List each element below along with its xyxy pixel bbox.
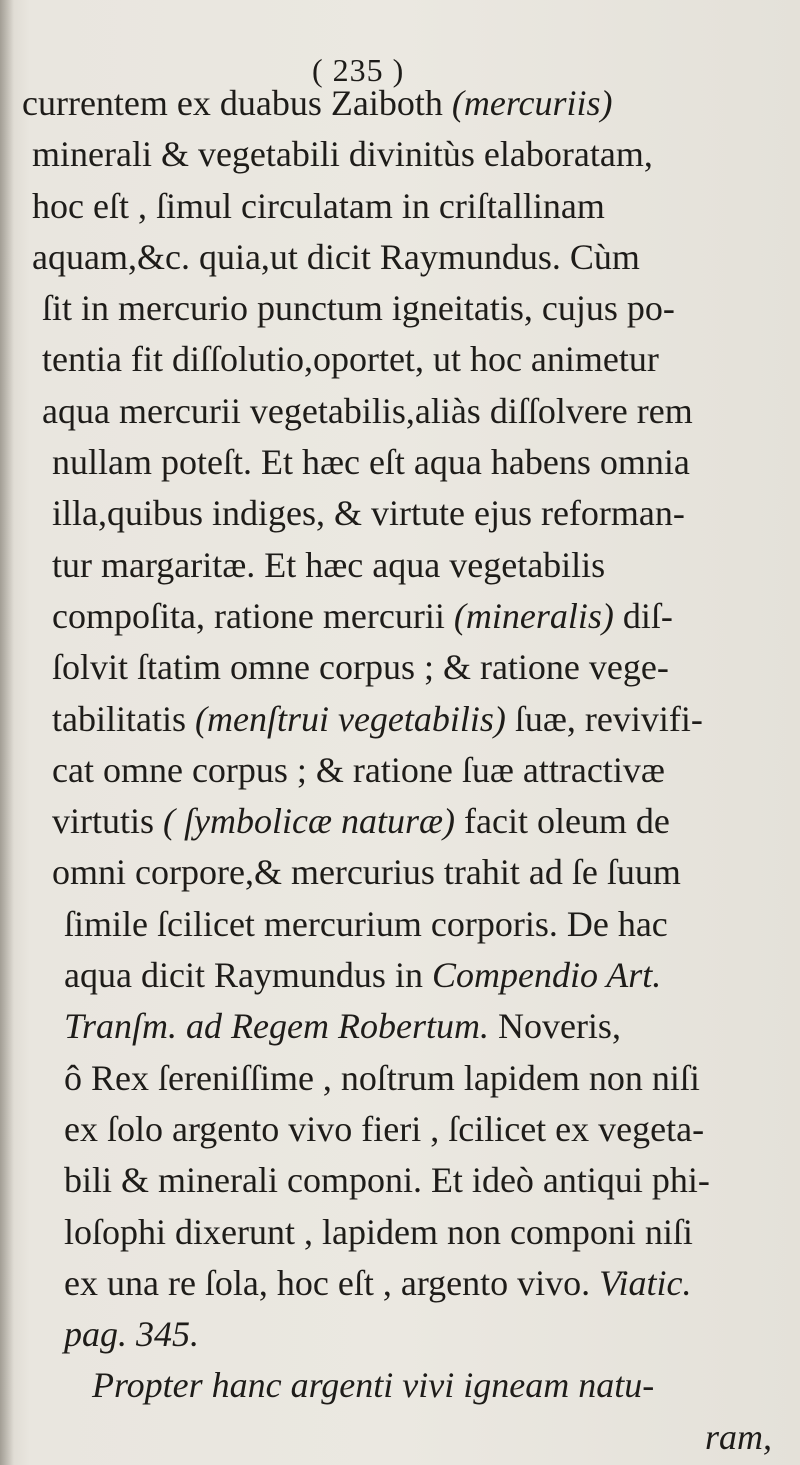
text-segment: loſophi dixerunt , lapidem non componi niſi [64, 1211, 693, 1252]
text-line [22, 386, 792, 437]
body-text [22, 78, 792, 1463]
text-line [22, 694, 792, 745]
text-segment: cat omne corpus ; & ratione ſuæ attractivæ [52, 749, 665, 790]
italic-segment: (mercuriis) [451, 83, 613, 123]
text-line [22, 745, 792, 796]
text-line [22, 232, 792, 283]
text-segment: bili & minerali componi. Et ideò antiqui phi- [64, 1160, 710, 1201]
text-segment: ſimile ſcilicet mercurium corporis. De hac [64, 903, 668, 944]
text-line [22, 1207, 792, 1258]
text-line [22, 642, 792, 693]
text-segment: ex ſolo argento vivo fieri , ſcilicet ex vegeta- [64, 1108, 705, 1149]
italic-segment: ( ſymbolicæ naturæ) [163, 801, 455, 842]
text-segment: aquam,&c. quia,ut dicit Raymundus. Cùm [32, 236, 640, 277]
italic-segment: Compendio Art. [431, 955, 662, 996]
text-segment: ſuæ, revivifi- [505, 698, 703, 739]
text-line [22, 1360, 792, 1411]
text-line [22, 591, 792, 642]
text-line [22, 334, 792, 385]
text-segment: tur margaritæ. Et hæc aqua vegetabilis [52, 544, 606, 585]
text-line [22, 129, 792, 180]
text-line [22, 1001, 792, 1052]
text-line [22, 181, 792, 232]
text-segment: Noveris, [488, 1006, 621, 1047]
text-line [22, 1309, 792, 1360]
text-segment: tabilitatis [52, 698, 195, 739]
text-segment: currentem ex duabus Zaiboth [22, 83, 452, 123]
text-line [22, 950, 792, 1001]
page-number: ( 235 ) [312, 52, 405, 88]
text-line [22, 1155, 792, 1206]
text-line [22, 899, 792, 950]
text-segment: illa,quibus indiges, & virtute ejus reforman- [52, 493, 685, 534]
text-segment: hoc eſt , ſimul circulatam in criſtallinam [32, 185, 605, 226]
text-line [22, 1053, 792, 1104]
text-line [22, 1104, 792, 1155]
text-segment: facit oleum de [455, 801, 670, 842]
text-line [22, 283, 792, 334]
page-spine-shadow [0, 0, 14, 1465]
text-segment: ſit in mercurio punctum igneitatis, cujus po- [42, 288, 675, 329]
text-segment: tentia fit diſſolutio,oportet, ut hoc animetur [42, 339, 659, 380]
text-segment: virtutis [52, 801, 164, 842]
italic-segment: pag. 345. [64, 1314, 199, 1355]
text-line [22, 488, 792, 539]
italic-segment: Propter hanc argenti vivi igneam natu- [92, 1365, 655, 1406]
italic-segment: Viatic. [599, 1262, 692, 1303]
text-segment: diſ- [613, 595, 673, 636]
text-line [22, 540, 792, 591]
text-line [22, 1412, 792, 1463]
text-segment: ſolvit ſtatim omne corpus ; & ratione vege- [52, 647, 669, 688]
text-line [22, 78, 792, 129]
italic-segment: (mineralis) [453, 595, 614, 636]
text-segment: nullam poteſt. Et hæc eſt aqua habens omnia [52, 442, 690, 483]
text-segment: compoſita, ratione mercurii [52, 595, 454, 636]
text-segment: aqua mercurii vegetabilis,aliàs diſſolvere rem [42, 390, 693, 431]
italic-segment: (menſtrui vegetabilis) [194, 698, 506, 739]
text-line [22, 796, 792, 847]
text-line [22, 847, 792, 898]
text-segment: aqua dicit Raymundus in [64, 955, 432, 996]
italic-segment: ram, [704, 1416, 772, 1457]
text-line [22, 437, 792, 488]
italic-segment: Tranſm. ad Regem Robertum. [64, 1006, 489, 1047]
text-segment: ô Rex ſereniſſime , noſtrum lapidem non niſi [64, 1057, 700, 1098]
text-segment: omni corpore,& mercurius trahit ad ſe ſuum [52, 852, 681, 893]
text-line [22, 1258, 792, 1309]
text-segment: minerali & vegetabili divinitùs elaboratam, [32, 134, 653, 175]
text-segment: ex una re ſola, hoc eſt , argento vivo. [64, 1262, 600, 1303]
